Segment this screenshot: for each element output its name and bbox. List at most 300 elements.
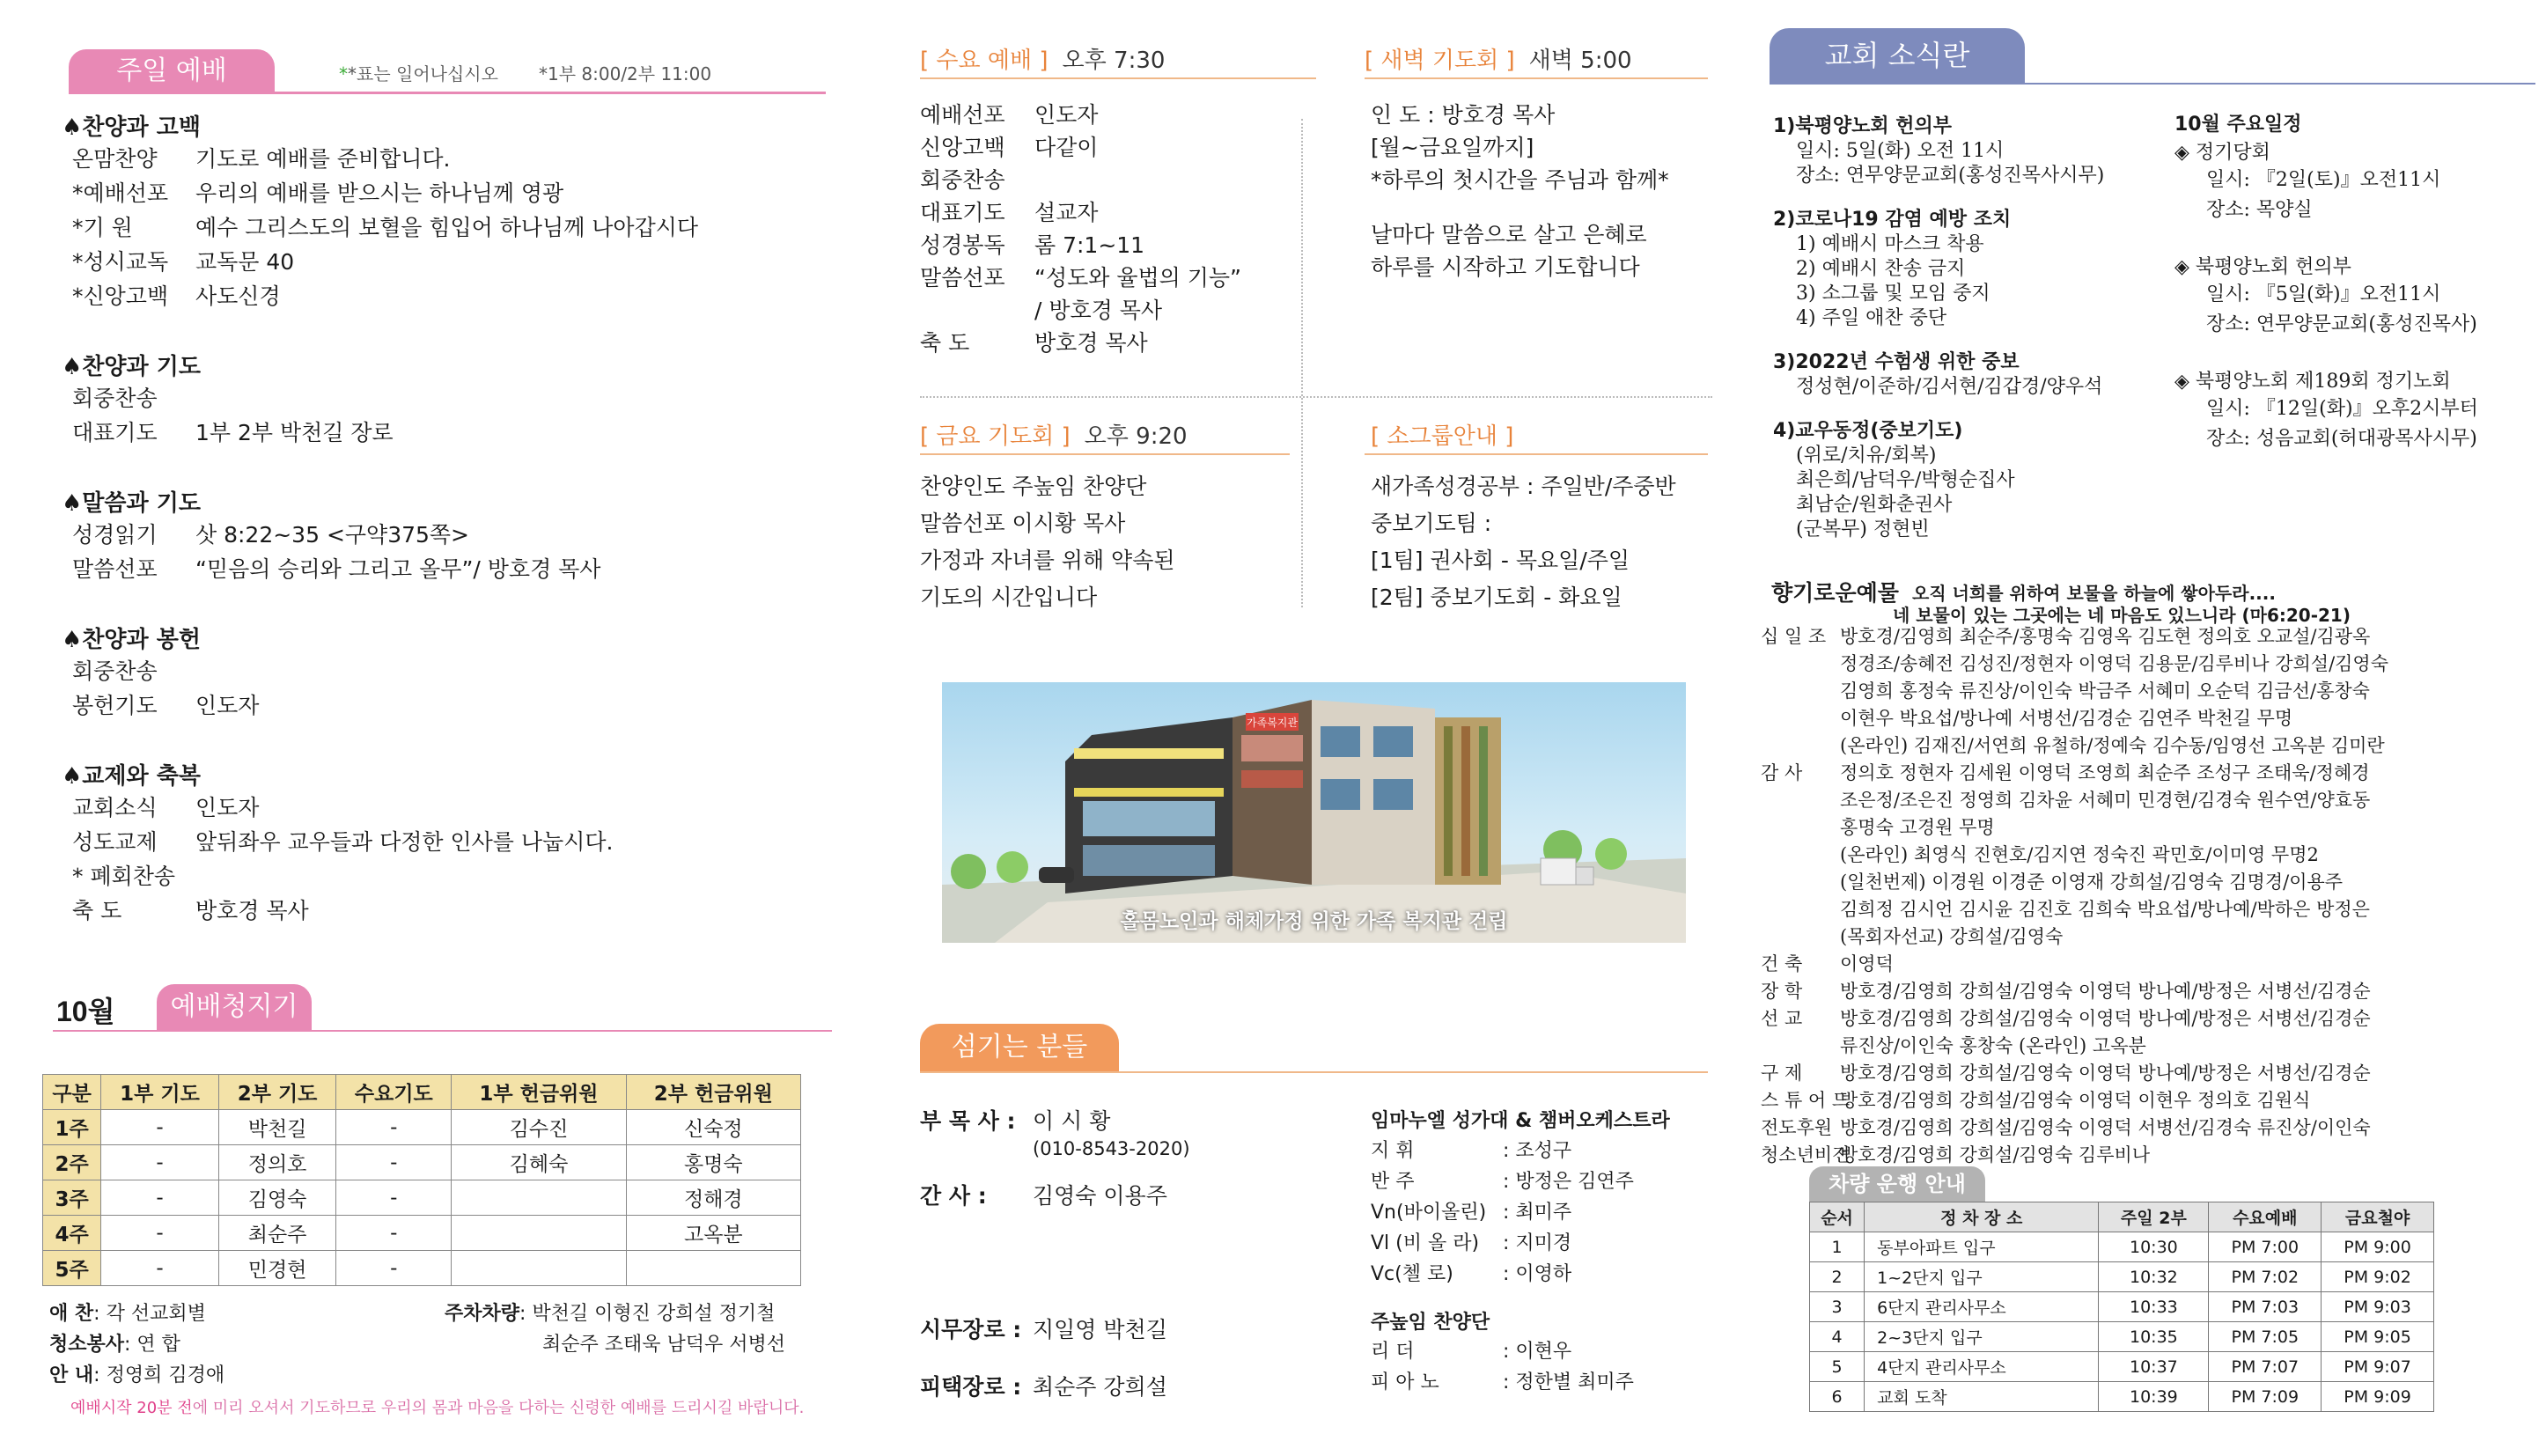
duty-cell: 김영숙 — [218, 1180, 336, 1216]
order-row — [62, 279, 819, 313]
car-cell: 4 — [1810, 1322, 1865, 1352]
offering-names: 조은정/조은진 정영희 김차윤 서혜미 민경현/김경숙 원수연/양효동 — [1840, 790, 2371, 811]
schedule-item-line: 일시: 『2일(토)』오전11시 — [2206, 169, 2441, 191]
smallgroup-line: 새가족성경공부 : 주일반/주중반 — [1371, 474, 1676, 499]
duty-row — [43, 1216, 801, 1251]
wednesday-value: / 방호경 목사 — [1034, 298, 1163, 323]
sunday-column: 주일 예배 **표는 일어나십시오 *1부 8:00/2부 11:00 ♠찬양과 고백 온맘찬양 기도로 예배를 준비합니다. *예배선포 우리의 예배를 받으시는 하나님께 영광 *기 원 예수 그리스도의 보혈을 힘입어 하나님께 나아갑시다 *성시교독 교독문 40 *신앙고백 사도신경 ♠찬양과 기도 회중찬송 대표기도 1부 2부 박천길 장로 ♠말씀과 기도 성경읽기 삿 8:22~35 <구약375쪽> 말씀선포 “믿음의 승리와 그리고 올무”/ 방호경 목사 ♠찬양과 봉헌 회중찬송 봉헌기도 인도자 ♠교제와 축복 교회소식 인도자 성도교제 앞뒤좌우 교우들과 다정한 인사를 나눕시다. * 폐회찬송 축 도 방호경 목사 10월 예배청지기 구분 1부 기도 2부 기도 수요기도 1부 헌금위원 2부 헌금위원 1주 - 박천길 - 김수진 신숙정 2주 - 정의호 - 김혜숙 홍명숙 3주 - 김영숙 - 정해경 4주 - 최순주 - 고옥분 5주 - 민경현 - 애 찬: 각 선교회별 청소봉사: 연 합 안 내: 정영희 김경애 주차차량: 박천길 이형진 강희설 정기철 최순주 조태욱 남덕우 서병선 예배시작 20분 전에 미리 오셔서 기도하므로 우리의 몸과 마음을 다하는 신령한 예배를 드리시길 바랍니다. — [0, 0, 836, 1456]
retired-label: 피택장로 : — [920, 1374, 1022, 1400]
praise-member — [1371, 1367, 1634, 1398]
order-label: 성경읽기 — [72, 522, 158, 548]
car-cell: 2 — [1810, 1262, 1865, 1292]
car-cell: 4단지 관리사무소 — [1865, 1352, 2099, 1382]
dawn-line: 하루를 시작하고 기도합니다 — [1371, 254, 1640, 280]
choir-member-label: Vc(첼 로) — [1371, 1263, 1453, 1285]
praise-member-label: 피 아 노 — [1371, 1371, 1439, 1393]
car-row — [1810, 1352, 2434, 1382]
duty-cell — [452, 1216, 626, 1251]
order-value — [195, 654, 819, 688]
schedule-item-line: 장소: 목양실 — [2206, 199, 2313, 221]
choir-member-label: 지 휘 — [1371, 1140, 1415, 1162]
offering-type — [1761, 896, 1840, 923]
wednesday-heading: [ 수요 예배 ] 오후 7:30 — [920, 48, 1166, 74]
car-header-cell: 수요예배 — [2209, 1202, 2322, 1232]
news-tab: 교회 소식란 — [1770, 28, 2025, 83]
choir-title: 임마누엘 성가대 & 챔버오케스트라 — [1371, 1110, 1670, 1132]
car-cell: 10:35 — [2099, 1322, 2209, 1352]
news-item — [1773, 114, 2104, 188]
duty-cell: - — [101, 1180, 219, 1216]
offering-row — [1761, 1142, 2546, 1169]
wednesday-row — [920, 229, 1241, 261]
order-value — [195, 381, 819, 415]
duty-table — [42, 1074, 801, 1286]
offering-type — [1761, 705, 1840, 732]
wednesday-row — [920, 196, 1241, 229]
smallgroup-heading: [ 소그룹안내 ] — [1371, 423, 1514, 450]
elders-label: 시무장로 : — [920, 1317, 1022, 1342]
order-row — [62, 688, 819, 723]
friday-line: 말씀선포 이시황 목사 — [920, 511, 1126, 536]
praise-member-label: 리 더 — [1371, 1341, 1415, 1363]
friday-line: 기도의 시간입니다 — [920, 585, 1098, 610]
news-item-line: 1) 예배시 마스크 착용 — [1796, 233, 1984, 255]
news-item-line: 2) 예배시 찬송 금지 — [1796, 258, 1966, 280]
choir-member — [1371, 1228, 1634, 1259]
offering-row — [1761, 651, 2546, 678]
schedule-item-line: 장소: 성음교회(허대광목사시무) — [2206, 428, 2477, 450]
retired-names: 최순주 강희설 — [1033, 1374, 1167, 1400]
wednesday-label: 예배선포 — [920, 102, 1005, 128]
news-item — [1773, 208, 2104, 331]
duty-cell: 고옥분 — [626, 1216, 800, 1251]
order-label: 온맘찬양 — [72, 146, 158, 172]
offering-title: 향기로운예물 — [1771, 580, 1899, 606]
order-label: 말씀선포 — [72, 556, 158, 582]
car-header-cell: 주일 2부 — [2099, 1202, 2209, 1232]
wednesday-order — [920, 99, 1241, 359]
order-label: 봉헌기도 — [72, 693, 158, 718]
wednesday-label: 회중찬송 — [920, 167, 1005, 193]
order-row — [62, 552, 819, 586]
offering-type — [1761, 651, 1840, 678]
car-cell: 1 — [1810, 1232, 1865, 1262]
wednesday-value: 방호경 목사 — [1034, 330, 1148, 356]
dawn-line: 날마다 말씀으로 살고 은혜로 — [1371, 222, 1647, 247]
schedule-item-head: ◈ 북평양노회 헌의부 — [2174, 256, 2351, 278]
duty-row — [43, 1110, 801, 1145]
order-row — [62, 654, 819, 688]
duty-cell — [626, 1251, 800, 1286]
offering-names: (온라인) 최영식 진현호/김지연 정숙진 곽민호/이미영 무명2 — [1840, 844, 2319, 865]
sunday-underline — [69, 92, 826, 94]
offering-row — [1761, 896, 2546, 923]
praise-member-value: : 이현우 — [1503, 1341, 1572, 1363]
order-label: *성시교독 — [72, 249, 169, 275]
offering-names: (목회자선교) 강희설/김영숙 — [1840, 926, 2064, 947]
duty-tab: 예배청지기 — [157, 984, 312, 1030]
news-item-line: 3) 소그룹 및 모임 중지 — [1796, 283, 1990, 305]
order-value: 우리의 예배를 받으시는 하나님께 영광 — [195, 180, 564, 206]
news-item-head: 3)2022년 수험생 위한 중보 — [1773, 351, 2020, 373]
section-title: ♠말씀과 기도 — [62, 490, 201, 517]
offering-names: 이영덕 — [1840, 953, 1894, 974]
offering-row — [1761, 705, 2546, 732]
welfare-center-illustration — [942, 682, 1686, 943]
associate-label: 부 목 사 : — [920, 1108, 1016, 1134]
offering-names: 방호경/김영희 강희설/김영숙 이영덕 서병선/김경숙 류진상/이인숙 — [1840, 1117, 2371, 1138]
offering-names: 김희정 김시언 김시윤 김진호 김희숙 박요섭/방나예/박하은 방정은 — [1840, 899, 2370, 920]
friday-line: 가정과 자녀를 위해 약속된 — [920, 548, 1175, 573]
car-cell: PM 7:00 — [2209, 1232, 2322, 1262]
order-row — [62, 415, 819, 450]
order-value: 인도자 — [195, 693, 260, 718]
dawn-line: *하루의 첫시간을 주님과 함께* — [1371, 167, 1669, 193]
choir-member-value: : 조성구 — [1503, 1140, 1572, 1162]
car-row — [1810, 1322, 2434, 1352]
order-value: 사도신경 — [195, 283, 281, 309]
duty-row — [43, 1145, 801, 1180]
associate-phone: (010-8543-2020) — [1033, 1138, 1190, 1159]
offering-row — [1761, 978, 2546, 1005]
sunday-order-of-service — [62, 109, 819, 928]
car-cell: PM 7:05 — [2209, 1322, 2322, 1352]
choir-member-value: : 방정은 김연주 — [1503, 1171, 1634, 1193]
offering-verse-2: 네 보물이 있는 그곳에는 네 마음도 있느니라 (마6:20-21) — [1893, 605, 2351, 626]
duty-cell: - — [336, 1110, 452, 1145]
offering-row — [1761, 732, 2546, 760]
friday-line: 찬양인도 주높임 찬양단 — [920, 474, 1147, 499]
order-value: 교독문 40 — [195, 249, 295, 275]
car-cell: PM 9:05 — [2322, 1322, 2434, 1352]
section-title: ♠찬양과 기도 — [62, 354, 201, 380]
wednesday-value: 설교자 — [1034, 200, 1099, 225]
friday-heading: [ 금요 기도회 ] 오후 9:20 — [920, 423, 1188, 450]
car-cell: PM 7:07 — [2209, 1352, 2322, 1382]
choir-member-label: Vn(바이올린) — [1371, 1202, 1487, 1224]
order-row — [62, 791, 819, 825]
car-cell: 교회 도착 — [1865, 1382, 2099, 1412]
parking-line: 주차차량: 박천길 이형진 강희설 정기철 — [445, 1303, 776, 1325]
car-cell: PM 9:02 — [2322, 1262, 2434, 1292]
order-row — [62, 859, 819, 893]
offering-type — [1761, 842, 1840, 869]
car-cell: PM 9:07 — [2322, 1352, 2434, 1382]
duty-cell: 신숙정 — [626, 1110, 800, 1145]
offering-row — [1761, 678, 2546, 705]
duty-cell: 3주 — [43, 1180, 101, 1216]
wednesday-row — [920, 327, 1241, 359]
smallgroup-line: [1팀] 권사회 - 목요일/주일 — [1371, 548, 1630, 573]
choir-member-value: : 이영하 — [1503, 1263, 1572, 1285]
duty-cell: 5주 — [43, 1251, 101, 1286]
pastor-names: 김영숙 이용주 — [1033, 1183, 1167, 1209]
wednesday-label: 대표기도 — [920, 200, 1005, 225]
car-row — [1810, 1232, 2434, 1262]
section-title: ♠교제와 축복 — [62, 763, 201, 790]
schedule-item-head: ◈ 정기당회 — [2174, 142, 2270, 164]
order-row — [62, 518, 819, 552]
duty-cell: 정의호 — [218, 1145, 336, 1180]
wednesday-value: “성도와 율법의 기능” — [1034, 265, 1241, 290]
duty-cell: - — [336, 1216, 452, 1251]
order-value: 앞뒤좌우 교우들과 다정한 인사를 나눕시다. — [195, 829, 614, 855]
offering-type: 선 교 — [1761, 1008, 1803, 1029]
duty-cell: - — [101, 1145, 219, 1180]
wednesday-label: 성경봉독 — [920, 232, 1005, 258]
duty-cell: 정해경 — [626, 1180, 800, 1216]
order-label: 대표기도 — [72, 420, 158, 445]
car-row — [1810, 1382, 2434, 1412]
order-label: 교회소식 — [72, 795, 158, 820]
car-row — [1810, 1262, 2434, 1292]
order-value: 예수 그리스도의 보혈을 힘입어 하나님께 나아갑시다 — [195, 215, 699, 240]
dawn-info — [1371, 99, 1669, 283]
car-row — [1810, 1292, 2434, 1322]
news-item-line: 장소: 연무양문교회(홍성진목사시무) — [1796, 165, 2105, 187]
choir-member — [1371, 1166, 1634, 1197]
building-image — [942, 682, 1686, 943]
offering-type: 건 축 — [1761, 953, 1803, 974]
car-header-cell: 금요철야 — [2322, 1202, 2434, 1232]
duty-cell — [452, 1180, 626, 1216]
service-time-note: *1부 8:00/2부 11:00 — [539, 63, 712, 85]
offering-row — [1761, 869, 2546, 896]
duty-cell: 민경현 — [218, 1251, 336, 1286]
duty-header-cell: 2부 기도 — [218, 1075, 336, 1110]
wednesday-value: 인도자 — [1034, 102, 1099, 128]
praise-member-value: : 정한별 최미주 — [1503, 1371, 1634, 1393]
offering-list — [1761, 623, 2546, 1169]
order-label: * 폐회찬송 — [72, 864, 176, 889]
news-item-line: 4) 주일 애찬 중단 — [1796, 307, 1947, 329]
servers-tab: 섬기는 분들 — [920, 1024, 1119, 1071]
order-value: 인도자 — [195, 795, 260, 820]
choir-member-label: Vl (비 올 라) — [1371, 1232, 1480, 1254]
offering-type — [1761, 869, 1840, 896]
parking-line-2: 최순주 조태욱 남덕우 서병선 — [542, 1334, 786, 1356]
offering-names: 이현우 박요섭/방나예 서병선/김경순 김연주 박천길 무명 — [1840, 708, 2293, 729]
section-title: ♠찬양과 고백 — [62, 114, 201, 141]
order-label: *기 원 — [72, 215, 133, 240]
car-cell: 1~2단지 입구 — [1865, 1262, 2099, 1292]
offering-type: 청소년비전 — [1761, 1144, 1851, 1166]
news-item-line: 최은희/남덕우/박형순집사 — [1796, 469, 2015, 491]
order-row — [62, 893, 819, 928]
choir-member — [1371, 1197, 1634, 1228]
news-items — [1773, 114, 2104, 542]
schedule-item-line: 일시: 『12일(화)』오후2시부터 — [2206, 398, 2478, 420]
news-item-head: 1)북평양노회 헌의부 — [1773, 115, 1953, 137]
order-row — [62, 245, 819, 279]
car-cell: PM 9:09 — [2322, 1382, 2434, 1412]
duty-cell: 홍명숙 — [626, 1145, 800, 1180]
order-row — [62, 825, 819, 859]
car-cell: 2~3단지 입구 — [1865, 1322, 2099, 1352]
duty-cell: - — [336, 1251, 452, 1286]
wednesday-label: 축 도 — [920, 330, 970, 356]
duty-header-cell: 1부 헌금위원 — [452, 1075, 626, 1110]
duty-month: 10월 — [56, 996, 115, 1027]
duty-cell: 김수진 — [452, 1110, 626, 1145]
wednesday-row — [920, 164, 1241, 196]
news-item — [1773, 350, 2104, 400]
order-value: 기도로 예배를 준비합니다. — [195, 146, 451, 172]
choir-members — [1371, 1136, 1634, 1290]
stand-note: *표는 일어나십시오 — [348, 63, 498, 85]
building-sign: 가족복지관 — [1247, 717, 1298, 729]
schedule-item-line: 일시: 『5일(화)』오전11시 — [2206, 283, 2441, 305]
offering-type — [1761, 787, 1840, 814]
offering-type: 스 튜 어 드 — [1761, 1090, 1851, 1111]
duty-header-cell: 1부 기도 — [101, 1075, 219, 1110]
offering-type: 감 사 — [1761, 762, 1803, 783]
choir-member-value: : 지미경 — [1503, 1232, 1572, 1254]
car-header-cell: 순서 — [1810, 1202, 1865, 1232]
praise-members — [1371, 1336, 1634, 1398]
car-cell: PM 9:03 — [2322, 1292, 2434, 1322]
order-value: 삿 8:22~35 <구약375쪽> — [195, 522, 470, 548]
order-value: 1부 2부 박천길 장로 — [195, 420, 394, 445]
offering-names: 방호경/김영희 강희설/김영숙 이영덕 방나예/방정은 서병선/김경순 — [1840, 1008, 2371, 1029]
offering-type — [1761, 732, 1840, 760]
offering-names: 방호경/김영희 강희설/김영숙 이영덕 방나예/방정은 서병선/김경순 — [1840, 981, 2371, 1002]
offering-type — [1761, 1033, 1840, 1060]
news-item-line: 정성현/이준하/김서현/김갑경/양우석 — [1796, 376, 2103, 398]
offering-type: 십 일 조 — [1761, 626, 1827, 647]
offering-row — [1761, 787, 2546, 814]
offering-names: 정의호 정현자 김세원 이영덕 조영희 최순주 조성구 조태욱/정혜경 — [1840, 762, 2370, 783]
duty-cell: - — [101, 1110, 219, 1145]
praise-member — [1371, 1336, 1634, 1367]
offering-row — [1761, 923, 2546, 951]
building-caption: 홀몸노인과 해체가정 위한 가족 복지관 건립 — [1120, 910, 1508, 933]
offering-row — [1761, 1033, 2546, 1060]
news-item-line: 최남순/원화춘권사 — [1796, 494, 1953, 516]
friday-info — [920, 468, 1175, 616]
duty-cell: 김혜숙 — [452, 1145, 626, 1180]
order-row — [62, 176, 819, 210]
news-item-line: 일시: 5일(화) 오전 11시 — [1796, 140, 2005, 162]
wednesday-row — [920, 99, 1241, 131]
news-item-head: 2)코로나19 감염 예방 조치 — [1773, 209, 2012, 231]
order-label: 회중찬송 — [72, 658, 158, 684]
car-cell: 10:39 — [2099, 1382, 2209, 1412]
order-row — [62, 381, 819, 415]
order-label: 성도교제 — [72, 829, 158, 855]
car-cell: 10:33 — [2099, 1292, 2209, 1322]
car-cell: 10:37 — [2099, 1352, 2209, 1382]
offering-names: 정경조/송혜전 김성진/정현자 이영덕 김용문/김루비나 강희설/김영숙 — [1840, 653, 2389, 674]
wednesday-label: 말씀선포 — [920, 265, 1005, 290]
offering-row — [1761, 760, 2546, 787]
duty-cell: 박천길 — [218, 1110, 336, 1145]
pastor-label: 간 사 : — [920, 1183, 987, 1209]
duty-cell: 최순주 — [218, 1216, 336, 1251]
car-cell: 6단지 관리사무소 — [1865, 1292, 2099, 1322]
car-cell: PM 7:09 — [2209, 1382, 2322, 1412]
wednesday-value: 다같이 — [1034, 135, 1099, 160]
dawn-line — [1371, 196, 1669, 218]
duty-cell: - — [101, 1251, 219, 1286]
news-item — [1773, 419, 2104, 542]
order-value: “믿음의 승리와 그리고 올무”/ 방호경 목사 — [195, 556, 601, 582]
duty-row — [43, 1251, 801, 1286]
schedule-item-line: 장소: 연무양문교회(홍성진목사) — [2206, 313, 2477, 335]
offering-names: (온라인) 김재진/서연희 유철하/정예숙 김수동/임영선 고옥분 김미란 — [1840, 735, 2385, 756]
order-label: 축 도 — [72, 898, 122, 923]
news-column — [1761, 0, 2546, 1456]
offering-row — [1761, 1087, 2546, 1114]
offering-names: 방호경/김영희 강희설/김영숙 김루비나 — [1840, 1144, 2151, 1166]
offering-names: 홍명숙 고경원 무명 — [1840, 817, 1995, 838]
car-cell: PM 9:00 — [2322, 1232, 2434, 1262]
section-title: ♠찬양과 봉헌 — [62, 627, 201, 653]
car-cell: PM 7:03 — [2209, 1292, 2322, 1322]
car-schedule-table — [1809, 1202, 2434, 1412]
car-cell: 10:32 — [2099, 1262, 2209, 1292]
duty-header-cell: 수요기도 — [336, 1075, 452, 1110]
monthly-schedule — [2174, 113, 2478, 454]
center-column — [911, 0, 1739, 1456]
cleaning-line: 청소봉사: 연 합 — [49, 1334, 180, 1356]
order-value — [195, 859, 819, 893]
duty-row — [43, 1180, 801, 1216]
wednesday-row — [920, 294, 1241, 327]
car-cell: 5 — [1810, 1352, 1865, 1382]
car-cell: 동부아파트 입구 — [1865, 1232, 2099, 1262]
offering-row — [1761, 1005, 2546, 1033]
news-item-line: (군복무) 정현빈 — [1796, 518, 1930, 540]
offering-row — [1761, 1060, 2546, 1087]
order-label: 회중찬송 — [72, 386, 158, 411]
offering-type — [1761, 678, 1840, 705]
choir-member-value: : 최미주 — [1503, 1202, 1572, 1224]
offering-names: 김영희 홍정숙 류진상/이인숙 박금주 서혜미 오순덕 김금선/홍창숙 — [1840, 680, 2370, 702]
offering-row — [1761, 842, 2546, 869]
order-row — [62, 142, 819, 176]
dawn-line: 인 도 : 방호경 목사 — [1371, 102, 1556, 128]
offering-names: 방호경/김영희 강희설/김영숙 이영덕 이현우 정의호 김원식 — [1840, 1090, 2311, 1111]
offering-type — [1761, 923, 1840, 951]
car-header-cell: 정 차 장 소 — [1865, 1202, 2099, 1232]
offering-names: 방호경/김영희 강희설/김영숙 이영덕 방나예/방정은 서병선/김경순 — [1840, 1063, 2371, 1084]
smallgroup-line: [2팀] 중보기도회 - 화요일 — [1371, 585, 1623, 610]
choir-member — [1371, 1136, 1634, 1166]
duty-header-cell: 구분 — [43, 1075, 101, 1110]
smallgroup-line: 중보기도팀 : — [1371, 511, 1492, 536]
wednesday-row — [920, 131, 1241, 164]
wednesday-row — [920, 261, 1241, 294]
associate-name: 이 시 황 — [1033, 1108, 1111, 1134]
guide-line: 안 내: 정영희 김경애 — [49, 1364, 225, 1386]
smallgroup-info — [1371, 468, 1676, 616]
duty-cell: - — [336, 1180, 452, 1216]
offering-names: 방호경/김영희 최순주/홍명숙 김영옥 김도현 정의호 오교설/김광옥 — [1840, 626, 2371, 647]
duty-cell: - — [101, 1216, 219, 1251]
offering-row — [1761, 951, 2546, 978]
elders-names: 지일영 박천길 — [1033, 1317, 1167, 1342]
car-cell: 6 — [1810, 1382, 1865, 1412]
wednesday-label: 신앙고백 — [920, 135, 1005, 160]
schedule-item-head: ◈ 북평양노회 제189회 정기노회 — [2174, 371, 2451, 393]
duty-header-cell: 2부 헌금위원 — [626, 1075, 800, 1110]
offering-verse-1: 오직 너희를 위하여 보물을 하늘에 쌓아두라.... — [1912, 583, 2276, 604]
news-item-line: (위로/치유/회복) — [1796, 445, 1937, 467]
order-label: *신앙고백 — [72, 283, 169, 309]
schedule-item — [2174, 370, 2478, 454]
order-label: *예배선포 — [72, 180, 169, 206]
